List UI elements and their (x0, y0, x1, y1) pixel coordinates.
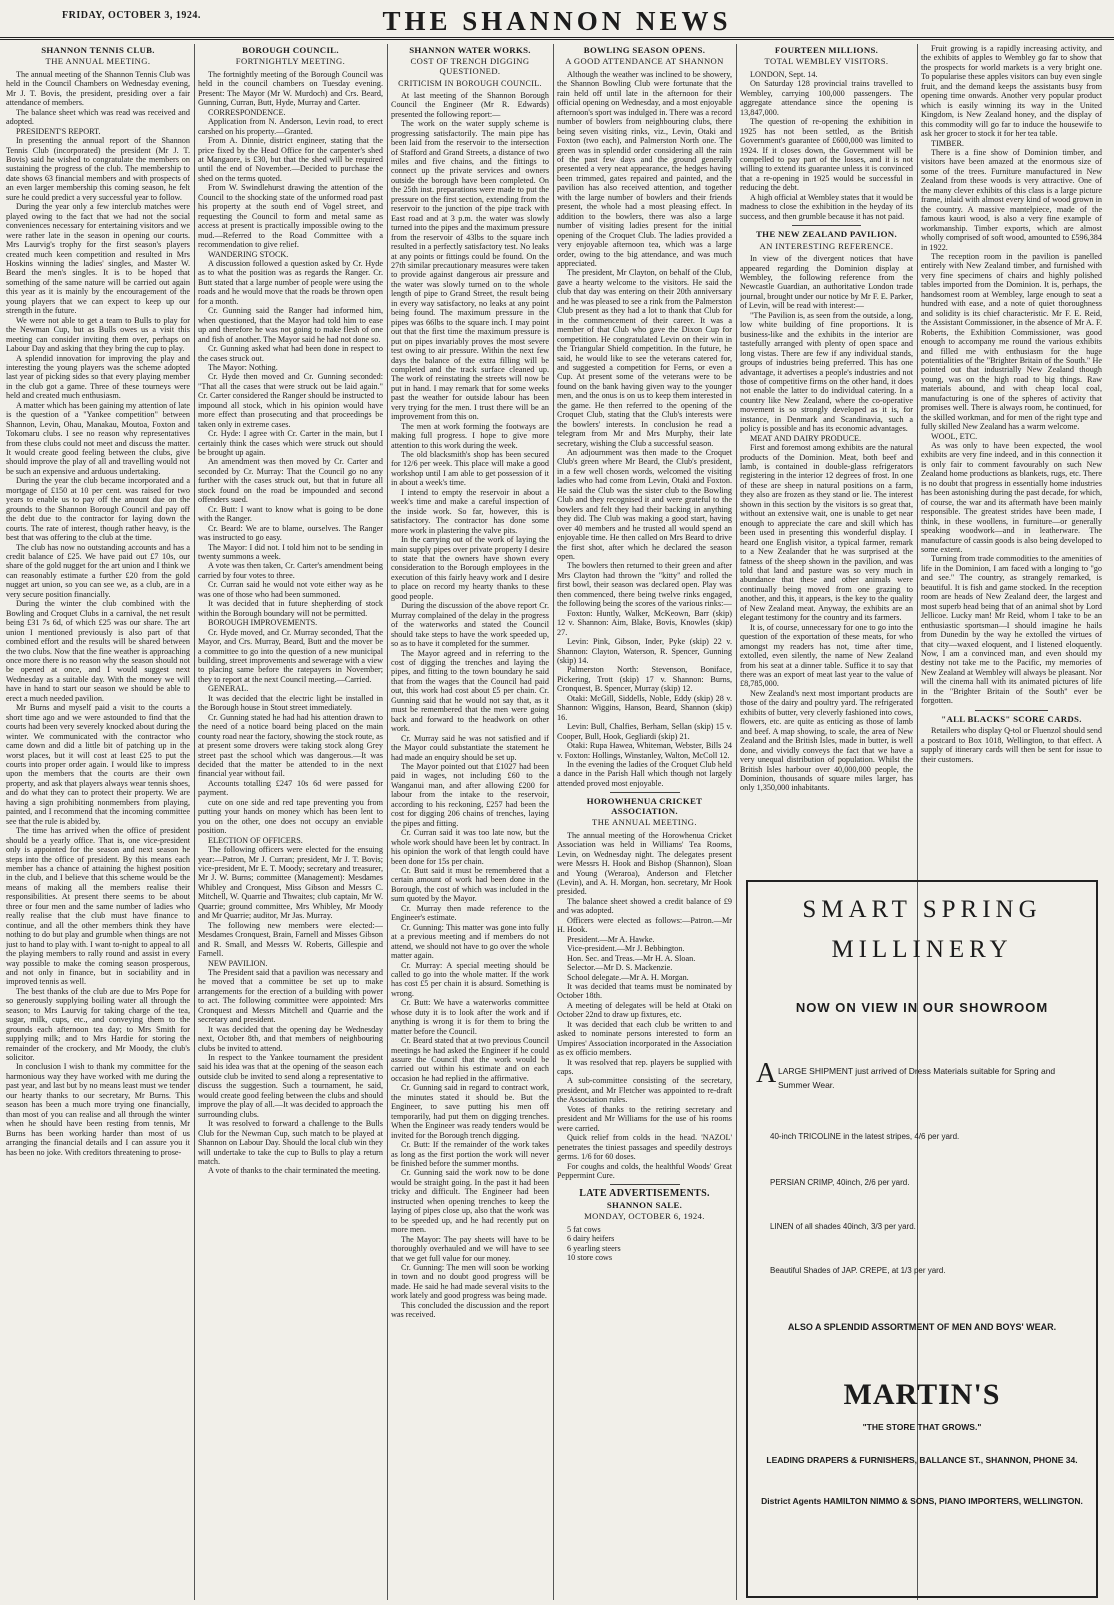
article-wembley (740, 44, 913, 878)
paragraph: Cr. Gunning: This matter was gone into fully at a previous meeting and if members do not attend, we should not have to go over the whole matter again. (391, 922, 549, 961)
paragraph: Cr. Butt: We have a waterworks committee whose duty it is to look after the work and if anything is wrong it is for them to bring the matter before the Council. (391, 998, 549, 1036)
headline: THE NEW ZEALAND PAVILION. (756, 229, 897, 240)
article-body (557, 831, 732, 1181)
paragraph: Although the weather was inclined to be showery, the Shannon Bowling Club were fortunate that the rain held off until late in the afternoon for their official opening on Wednesday, and a most enjoyable afternoon's sport was indulged in. There was a record number of bowlers from neighbouring clubs, there being seven visiting rinks, viz., Levin, Otaki and Foxton (two each), and Palmerston North one. The green was in splendid order considering all the rain of the past few days and the ground generally presented a very neat appearance, the hedges having been trimmed, gates repaired and painted, and the pavilion has also received attention, and together with the large number of bowlers and their friends present, the whole had a most pleasing effect. In addition to the bowlers, there was also a large number of visiting ladies present for the initial opening of the Croquet Club. The ladies provided a very enjoyable afternoon tea, which was a large order, owing to the big attendance, and was much appreciated. (557, 69, 732, 268)
paragraph: We were not able to get a team to Bulls to play for the Newman Cup, but as Bulls owes us a visit this meeting can consider inviting them over, perhaps on Labour Day and asking that they bring the cup to play. (6, 315, 190, 354)
paragraph: Cr. Beard: We are to blame, ourselves. The Ranger was instructed to go easy. (198, 523, 383, 543)
paragraph: I intend to empty the reservoir in about a week's time and make a careful inspection of the inside work. So far, however, this is satisfactory. The contractor has done some more work in plastering the valve pits. (391, 487, 549, 535)
paragraph: cute on one side and red tape preventing you from putting your hands on money which has been lent to you on the other, one does not occupy an enviable position. (198, 797, 383, 836)
paragraph: From W. Swindlehurst drawing the attention of the Council to the shocking state of the unformed road past his property at the south end of Vogel street, and requesting the Council to form and metal same as access at present is practically impossible owing to the mud.—Referred to the Road Committee with a recommendation to give relief. (198, 183, 383, 250)
paragraph: It was decided that the electric light be installed in the Borough house in Stout street immediately. (198, 693, 383, 713)
paragraph: During the discussion of the above report Cr. Murray complained of the delay in the progress of the waterworks and stated the Council should take steps to have the work speeded up, so as to have it completed for the summer. (391, 601, 549, 649)
paragraph: Hon. Sec. and Treas.—Mr H. A. Sloan. (567, 953, 696, 963)
paragraph: The bowlers then returned to their green and after Mrs Clayton had thrown the "kitty" and rolled the first bowl, their season was declared open. Play was then commenced, there being twelve rinks engaged, the following being the scores of the various rinks:— (557, 561, 732, 609)
paragraph: School delegate.—Mr A. H. Morgan. (567, 972, 689, 982)
paragraph: The Mayor: The pay sheets will have to be thoroughly overhauled and we will have to see that we get full value for our money. (391, 1234, 549, 1263)
paragraph: PRESIDENT'S REPORT. (16, 126, 101, 136)
headline: HOROWHENUA CRICKET ASSOCIATION. (586, 796, 703, 816)
paragraph: A sub-committee consisting of the secretary, president, and Mr Fletcher was appointed to re-draft the Association rules. (557, 1076, 732, 1105)
article-body (740, 254, 913, 793)
paragraph: It was resolved that rep. players be supplied with caps. (557, 1057, 732, 1077)
ad-now-on-view: NOW ON VIEW IN OUR SHOWROOM (795, 1000, 1049, 1015)
paragraph: The fortnightly meeting of the Borough Council was held in the council chambers on Tuesday evening. Present: The Mayor (Mr W. Murdoch) and Crs. Beard, Gunning, Curran, Butt, Hyde, Murray and Carter. (198, 69, 383, 108)
article-body (740, 70, 913, 221)
paragraph: In respect to the Yankee tournament the president said his idea was that at the opening of the season each outside club be invited to send along a representative to discuss the suggestion. Such a tournament, he said, would create good feeling between the clubs and should improve the play of all.—It was decided to approach the surrounding clubs. (198, 1053, 383, 1119)
paragraph: During the year the club became incorporated and a mortgage of £150 at 10 per cent. was raised for two years to enable us to pay off the amount due on the grounds to the Shannon Borough Council and pay off the debt due to the contractor for laying down the courts. The rate of interest, though rather heavy, is the best that was offering to the club at the time. (6, 476, 190, 543)
paragraph: Accounts totalling £247 10s 6d were passed for payment. (198, 778, 383, 798)
article-body (921, 44, 1102, 706)
paragraph: There is a fine show of Dominion timber, and visitors have been amazed at the enormous size of some of the trees. Furniture manufactured in New Zealand from these woods is very attractive. One of the many clever exhibits of this class is a large picture frame, inlaid with almost every kind of wood grown in the country. A massive mantelpiece, made of the famous kauri wood, is also a very fine example of workmanship. Timber exports, which are almost wholly comprised of soft wood, amounted to £596,384 in 1922. (921, 147, 1102, 252)
ad-item: 40-inch TRICOLINE in the latest stripes, 4/6 per yard. (770, 1132, 960, 1141)
paragraph: Application from N. Anderson, Levin road, to erect carshed on his property.—Granted. (198, 117, 383, 136)
subheadline: FORTNIGHTLY MEETING. (235, 56, 346, 67)
sale-heading: SHANNON SALE. (606, 1199, 683, 1210)
masthead (0, 0, 1114, 40)
ad-assortment: ALSO A SPLENDID ASSORTMENT OF MEN AND BOYS' WEAR. (787, 1322, 1057, 1332)
article-body (198, 70, 383, 1176)
paragraph: An adjournment was then made to the Croquet Club's green where Mr Beard, the Club's president, in a few well chosen words, welcomed the visiting ladies who had come from Levin, Otaki and Foxton. He said the Club was the sister club to the Bowling Club and they recognised it and were grateful to the bowlers and felt they had their backing in anything they did. The Club was making a good start, having over 40 members and he trusted all would spend an enjoyable time. He then called on Mrs Beard to drive the first shot, after which he declared the season open. (557, 448, 732, 562)
subheadline: THE ANNUAL MEETING. (45, 56, 151, 67)
ad-brand: MARTIN'S (843, 1378, 1001, 1411)
paragraph: BOROUGH IMPROVEMENTS. (208, 618, 318, 628)
paragraph: MEAT AND DAIRY PRODUCE. (750, 433, 861, 443)
paragraph: Cr. Butt: If the remainder of the work takes as long as the first portion the work will never be finished before the summer months. (391, 1140, 549, 1169)
article-body (557, 70, 732, 788)
paragraph: Cr. Hyde: I agree with Cr. Carter in the main, but I certainly think the cases which were struck out should be brought up again. (198, 429, 383, 458)
ad-shipment: LARGE SHIPMENT just arrived of Dress Materials suitable for Spring and Summer Wear. (778, 1066, 1056, 1090)
paragraph: A vote was then taken, Cr. Carter's amendment being carried by four votes to three. (198, 561, 383, 580)
paragraph: Cr. Gunning said the Ranger had informed him, when questioned, that the Mayor had told him to ease up and therefore he was not going to make flesh of one and fish of another. The Mayor said he had not done so. (198, 306, 383, 344)
paragraph: In view of the divergent notices that have appeared regarding the Dominion display at Wembley, the following reference from the Newcastle Guardian, an authoritative London trade journal, brought under our notice by Mr F. E. Parker, of Levin, will be read with interest:— (740, 254, 913, 311)
paragraph: Retailers who display Q-tol or Fluenzol should send a postcard to Box 1018, Wellington, to that effect. A supply of itinerary cards will then be sent for issue to their customers. (921, 726, 1102, 764)
divider (610, 1184, 680, 1185)
paragraph: New Zealand's next most important products are those of the dairy and poultry yard. The refrigerated exhibits of butter, very cleverly fashioned into cows, flowers, etc. are quite as enticing as those of lamb and beef. A map showing, to scale, the area of New Zealand and the British Isles, made in butter, is well done, and vividly conveys the fact that we have a very unequal distribution of population. Whilst the British Isles harbour over 40,000,000 people, the Dominion, thousands of square miles larger, has only 1,350,000 inhabitants. (740, 688, 913, 793)
article-borough-council (198, 44, 383, 1600)
paragraph: It was resolved to forward a challenge to the Bulls Club for the Newman Cup, such match to be played at Shannon on Labour Day. Should the local club win they will undertake to take the cup to Bulls to play a return match. (198, 1119, 383, 1167)
paragraph: NEW PAVILION. (208, 958, 268, 968)
paragraph: Cr. Curran said it was too late now, but the whole work should have been let by contract. In his opinion the work of that length could have been done for 15s per chain. (391, 828, 549, 866)
article-body (921, 726, 1102, 764)
paragraph: LONDON, Sept. 14. (750, 69, 818, 79)
paragraph: The balance sheet which was read was received and adopted. (6, 107, 190, 127)
paragraph: Cr. Gunning said in regard to contract work, the minutes stated it should be. But the Engineer, to save putting his men off temporarily, had put them on digging trenches. When the Engineer was ready tenders would be invited for the Borough trench digging. (391, 1083, 549, 1140)
paragraph: 6 yearling steers (567, 1243, 621, 1253)
article-water-works (391, 44, 549, 1600)
paragraph: During the winter the club combined with the Bowling and Croquet Clubs in a carnival, the net result being £31 7s 6d, of which £25 was our share. The art union I mentioned previously is also part of that combined effort and the results will be shared between the two clubs. Now that the fine weather is approaching once more there is no reason why the season should not be opened at once, and I would suggest next Wednesday as a suitable day. With the money we will have in hand to start our season we should be able to erect a much needed pavilion. (6, 599, 190, 703)
ad-item: Beautiful Shades of JAP. CREPE, at 1/3 per yard. (770, 1266, 946, 1275)
paragraph: Otaki: McGill, Siddells, Noble, Eddy (skip) 28 v. Shannon: Wiggins, Hanson, Beard, Shannon (skip) 16. (557, 693, 732, 722)
paragraph: The work on the water supply scheme is progressing satisfactorily. The main pipe has been laid from the reservoir to the intersection of Stafford and Grand Streets, a distance of two miles and five chains, and the fittings to connect up the private services and owners outside the borough have been completed. On the 25th inst. preparations were made to put the pressure on the first section, extending from the reservoir to the junction of the pipe track with East road and at 3 p.m. the water was slowly turned into the pipes and the maximum pressure from the reservoir of 43lbs to the square inch resulted in a perfectly satisfactory test. No leaks at any points or fittings could be found. On the 27th similar precautionary measures were taken to provide against dangerous air pressure and the water was slowly turned on to the whole length of pipe to Grand Street, the result being in every way satisfactory, no leaks at any point being found. The maximum pressure in the pipes was 66lbs to the square inch. I may point out that the first time the maximum pressure is put on pipes invariably proves the most severe test owing to air pressure. Within the next few days the balance of the extra filling will be completed and the track surface cleaned up. The work of reinstating the streets will now be put in hand. I may remark that for some weeks past the weather for outside labour has been very trying for the men. I trust there will be an improvement from this on. (391, 119, 549, 422)
paragraph: Quick relief from colds in the head. 'NAZOL' penetrates the tiniest passages and speedily destroys germs. 1/6 for 60 doses. (557, 1133, 732, 1162)
martins-advertisement (746, 880, 1098, 1598)
ad-dropcap: A (756, 1058, 777, 1089)
late-advertisements-heading: LATE ADVERTISEMENTS. (579, 1188, 710, 1200)
paragraph: The following officers were elected for the ensuing year:—Patron, Mr J. Curran; president, Mr J. T. Bovis; vice-president, Mr E. T. Moody; secretary and treasurer, Mr J. W. Burns; committee (Management): Mesdames Whibley and Cronquest, Miss Gibson and Messrs C. Mitchell, W. Quarrie and Thwaites; club captain, Mr W. Quarrie; ground committee, Mrs Whibley, Mr Moody and Mr Quarrie; auditor, Mr Jas. Murray. (198, 845, 383, 921)
paragraph: First and foremost among exhibits are the natural products of the Dominion. Meat, both beef and lamb, is contained in double-glass refrigerators registering in the interior 12 degrees of frost. In one of these are sheep in natural positions on a farm, they also are frozen as they stand or lie. The interest shown in this section by the visitors is so great that, without an extensive wait, one is unable to get near enough to appreciate the care and skill which has been used in presenting this wonderful display. I heard one English visitor, a typical farmer, remark to a New Zealander that he was surprised at the fatness of the sheep shown in the pavilion, and was told that land and pasture was so very much in abundance that these and other animals were continually being moved from one grazing to another, and this, it appears, is the key to the quality of New Zealand meat. Anyway, the exhibits are an elegant testimony for the country and its farmers. (740, 443, 913, 623)
sale-date: MONDAY, OCTOBER 6, 1924. (584, 1211, 705, 1222)
paragraph: A high official at Wembley states that it would be madness to close the exhibition in the heyday of its success, and then grumble because it has not paid. (740, 192, 913, 221)
paragraph: Officers were elected as follows:—Patron.—Mr H. Hook. (557, 915, 732, 935)
paragraph: The club has now no outstanding accounts and has a credit balance of £25. We have paid out £7 10s, our share of the gold nugget for the art union and I think we can reasonably estimate a further £20 from the gold nugget art union, so you can see we, as a club, are in a very secure position financially. (6, 542, 190, 599)
column-rule (553, 44, 554, 1600)
paragraph: An amendment was then moved by Cr. Carter and seconded by Cr. Murray: That the Council go no any further with the cases struck out, but that in future all stock found on the road be impounded and second offenders sued. (198, 457, 383, 505)
paragraph: At last meeting of the Shannon Borough Council the Engineer (Mr R. Edwards) presented the following report:— (391, 90, 549, 119)
paragraph: Cr. Butt said it must be remembered that a certain amount of work had been done in the Borough, the cost of which was included in the sum quoted by the Mayor. (391, 865, 549, 904)
paragraph: CORRESPONDENCE. (208, 107, 286, 117)
subheadline: TOTAL WEMBLEY VISITORS. (764, 56, 889, 67)
paragraph: As was only to have been expected, the wool exhibits are very fine indeed, and in this connection it is only fair to comment favourably on such New Zealand home productions as blankets, rugs, etc. There is no doubt that progress in essentially home industries has been astonishing during the past decade, for which, of course, the war and its aftermath have been mainly responsible. The greatest strides have been made, I think, in these woollens, in furniture—or generally speaking woodwork—and in leatherware. The manufacture of cassin goods is also being developed to some extent. (921, 441, 1102, 555)
paragraph: Otaki: Rupa Hawea, Whiteman, Webster, Bills 24 v. Foxton: Hollings, Winstanley, Walton, McColl 12. (557, 741, 732, 760)
paragraph: Cr. Murray said he was not satisfied and if the Mayor could substantiate the statement he had made an enquiry should be set up. (391, 733, 549, 762)
paragraph: The old blacksmith's shop has been secured for 12/6 per week. This place will make a good workshop until I am able to get possession of it in about a week's time. (391, 450, 549, 488)
paragraph: A matter which has been gaining my attention of late is the question of a "Yankee competition" between Shannon, Levin, Ohau, Manakau, Moutoa, Foxton and Tokomaru clubs. I see no reason why representatives from these clubs could not meet and discuss the matter. It would create good feeling between the clubs, give should improve the play of all and travelling would not be such an expensive and arduous undertaking. (6, 400, 190, 476)
paragraph: Mr Burns and myself paid a visit to the courts a short time ago and we were astounded to find that the courts had been very severely knocked about during the winter. We communicated with the contractor who came down and did a little bit of patching up in the worst places, but it will cost at least £25 to put the courts into proper order again. I would like to impress upon the members that the courts are their own property, and ask that players always wear tennis shoes, and do what they can to protect their property. We are having a sign prohibiting nonmembers from playing, painted, and I recommend that the incoming committee see that the rule is abided by. (6, 703, 190, 826)
ad-item: LINEN of all shades 40inch, 3/3 per yard. (770, 1222, 916, 1231)
paragraph: It was decided that teams must be nominated by October 18th. (557, 981, 732, 1001)
paragraph: The Mayor: Nothing. (208, 362, 278, 372)
paragraph: The reception room in the pavilion is panelled entirely with New Zealand timber, and furnished with very fine specimens of chairs and highly polished tables imported from the Dominion. It is, perhaps, the handsomest room at Wembley, large enough to seat a hundred with ease, and a note of quiet thoroughness and solidity is its chief characteristic. Mr F. E. Reid, the Assistant Commissioner, in the absence of Mr A. F. Roberts, the Exhibition Commissioner, was good enough to accompany me round the various exhibits and filled me with enthusiasm for the huge potentialities of the "Brighter Britain of the South." He pointed out that industrially New Zealand though young, was on the high road to big things. Raw materials abound, and with cheap local coal, manufacturing is one of the spheres of activity that promises well. There is always room, he continued, for the skilled workman, and for men of the right type and fully skilled New Zealand has a warm welcome. (921, 251, 1102, 432)
paragraph: A vote of thanks to the chair terminated the meeting. (208, 1166, 381, 1176)
ad-item: PERSIAN CRIMP, 40inch, 2/6 per yard. (770, 1178, 910, 1187)
headline: "ALL BLACKS" SCORE CARDS. (941, 713, 1082, 724)
article-bowling-season (557, 44, 732, 1600)
paragraph: For coughs and colds, the healthful Woods' Great Peppermint Cure. (557, 1161, 732, 1181)
paragraph: The best thanks of the club are due to Mrs Pope for so generously supplying boiling water all through the season; to Mrs Laurvig for taking charge of the tea, sugar, milk, cups, etc., and conveying them to the grounds each afternoon tea day; to Mrs Smith for supplying milk; and to Mrs Hardie for storing the remainder of the crockery, and Mr Moody, the club's solicitor. (6, 986, 190, 1063)
paragraph: 10 store cows (567, 1253, 613, 1263)
column-rule (736, 44, 737, 1600)
paragraph: A discussion followed a question asked by Cr. Hyde as to what the position was as regards the Ranger. Cr. Butt stated that a large number of people were using the roads and he would move that the roads be thrown open for a month. (198, 258, 383, 306)
ad-agents: District Agents HAMILTON NIMMO & SONS, PIANO IMPORTERS, WELLINGTON. (761, 1496, 1083, 1506)
paragraph: Cr. Murray then made reference to the Engineer's estimate. (391, 903, 549, 923)
paragraph: It is, of course, unnecessary for one to go into the question of the exportation of these meats, for who amongst my readers has not, time after time, extolled, even silently, the name of New Zealand from his seat at a dinner table. Suffice it to say that there was an export of meat last year to the value of £8,785,000. (740, 622, 913, 689)
paragraph: TIMBER. (931, 138, 964, 148)
paragraph: Selector.—Mr D. S. Mackenzie. (567, 963, 673, 973)
headline: SHANNON WATER WORKS. (409, 45, 531, 55)
paragraph: The Mayor agreed and in referring to the cost of digging the trenches and laying the pipes, and fitting to the town boundary he said that from the wages that the Council had paid out, this work had cost about £5 per chain. Cr. Gunning said that he would not say that, as it must be remembered that the men were going back and forward to the headwork on other work. (391, 648, 549, 734)
paragraph: "The Pavilion is, as seen from the outside, a long, low white building of fine proportions. It is business-like and the exhibits in the interior are tastefully arranged with plenty of open space and long vistas. There are few if any individual stands, groups of industries being preferred. This has one advantage, it advertises a people's industries and not those of competitive firms on the other hand, it does not enable the latter to do individual catering. In a country like New Zealand, where the co-operative movement is so strongly developed as it is, for instance, in Denmark and Scandinavia, such a policy is possible and has its economic advantages. (740, 310, 913, 434)
paragraph: Turning from trade commodities to the amenities of life in the Dominion, I am faced with a longing to "go and see." The country, as strangely remarked, is beautiful. It is fish and game stocked. In the reception room are heads of New Zealand deer, the largest and most superb head being that of an animal shot by Lord Jellicoe. Lucky man! Mr Reid, whom I take to be an enthusiastic sportsman—I should imagine he hails from Dunedin by the way he extolled the virtues of that city—waxed eloquent, and I listened eloquently. Now, I am a convinced man, and even should my destiny not take me to the Pacific, my memories of New Zealand at Wembley will always be pleasant. Nor will the cinema hall with its animated pictures of life in the "Brighter Britain of the South" ever be forgotten. (921, 554, 1102, 706)
subheadline: THE ANNUAL MEETING. (592, 817, 697, 828)
paragraph: WOOL, ETC. (931, 431, 978, 441)
divider (792, 225, 861, 226)
paragraph: WANDERING STOCK. (208, 249, 289, 259)
paragraph: The annual meeting of the Horowhenua Cricket Association was held in Williams' Tea Rooms, Levin, on Wednesday night. The delegates present were Messrs H. Hook and Bishop (Shannon), Sloan and Young (Weraroa), Anderson and Fletcher (Levin), and A. H. Morgan, hon. secretary, Mr Hook presided. (557, 830, 732, 897)
paragraph: In the carrying out of the work of laying the main supply pipes over private property I desire to state that the owners have shown every consideration to the Borough employees in the execution of this fairly heavy work and I desire to place on record my hearty thanks to these good people. (391, 535, 549, 601)
ad-title-line1: SMART SPRING (802, 896, 1042, 923)
paragraph: President.—Mr A. Hawke. (567, 934, 655, 944)
paragraph: The men at work forming the footways are making full progress. I hope to give more attention to this work during the week. (391, 421, 549, 450)
paragraph: ELECTION OF OFFICERS. (208, 835, 303, 845)
paragraph: In conclusion I wish to thank my committee for the harmonious way they have worked with me during the past year, and last but by no means least must we tender our hearty thanks to our secretary, Mr Burns. This season has been a much more trying one financially, than most of you can realise and all through the winter when he should have been resting from tennis, Mr Burns has been working harder than most of us arranging the financial details and I can assure you it has been no joke. With creditors threatening to prose- (6, 1062, 190, 1157)
paragraph: Cr. Hyde then moved and Cr. Gunning seconded: "That all the cases that were struck out be laid again." Cr. Carter considered the Ranger should be instructed to impound all stock, which in his opinion would have more effect than prosecuting and that proceedings be taken only in extreme cases. (198, 372, 383, 429)
paragraph: The Mayor: I did not. I told him not to be sending in twenty summons a week. (198, 542, 383, 562)
article-body (391, 91, 549, 1320)
paragraph: Vice-president.—Mr J. Bebbington. (567, 944, 685, 954)
paragraph: Foxton: Huntly, Walker, McKeown, Barr (skip) 12 v. Shannon: Aim, Blake, Bovis, Knowles (skip) 27. (557, 608, 732, 637)
ad-slogan: "THE STORE THAT GROWS." (862, 1422, 982, 1432)
paragraph: It was decided that the opening day be Wednesday next, October 8th, and that members of neighbouring clubs be invited to attend. (198, 1024, 383, 1053)
sale-items (557, 1225, 732, 1263)
paragraph: Cr. Gunning: The men will soon be working in town and no doubt good progress will be made. He said he had made several visits to the work lately and good progress was being made. (391, 1263, 549, 1301)
paragraph: During the year only a few interclub matches were played owing to the fact that we had not the social conveniences necessary for entertaining visitors and we were rather late in the season in opening our courts. Mrs Laurvig's trophy for the first season's players created much keen competition and resulted in Mrs Hoskins winning the ladies' singles, and Master W. Beard the men's singles. It is to be hoped that something of the same nature will be carried out again this year as it is mainly by the encouragement of the young players that we can expect to keep up our strength in the future. (6, 202, 190, 316)
paragraph: The balance sheet showed a credit balance of £9 and was adopted. (557, 896, 732, 916)
newspaper-title: THE SHANNON NEWS (382, 6, 732, 36)
paragraph: The following new members were elected:—Mesdames Cronquest, Brain, Farnell and Misses Gibson and R. Small, and Messrs W. Roberts, Gillespie and Farnell. (198, 920, 383, 959)
paragraph: In presenting the annual report of the Shannon Tennis Club (incorporated) the president (Mr J. T. Bovis) said he wished to congratulate the members on sustaining the progress of the club. The membership to date shows 63 financial members and with prospects of an even larger membership this coming season, he felt sure he could predict a very successful year to follow. (6, 136, 190, 202)
paragraph: Palmerston North: Stevenson, Boniface, Pickering, Trott (skip) 17 v. Shannon: Burns, Cronquest, B. Spencer, Murray (skip) 12. (557, 665, 732, 694)
paragraph: Levin: Pink, Gibson, Inder, Pyke (skip) 22 v. Shannon: Clayton, Waterson, R. Spencer, Gunning (skip) 14. (557, 637, 732, 665)
paragraph: Levin: Bull, Chalfies, Berham, Sellan (skip) 15 v. Cooper, Bull, Hook, Gegliardi (skip) 21. (557, 722, 732, 741)
paragraph: Cr. Gunning stated he had had his attention drawn to the need of a notice board being placed on the main county road near the factory, showing the stock route, as at present some drovers were taking stock along Grey street past the school which was dangerous.—It was decided that the matter be attended to in the next financial year without fail. (198, 712, 383, 779)
paragraph: The president, Mr Clayton, on behalf of the Club, gave a hearty welcome to the visitors. He said the club that day was entering on their 20th anniversary and he was pleased to see a rink from the Palmerston Club present as they had a lot to thank that Club for in the commencement of their career. It was a member of that Club who gave the Dixon Cup for competition. He congratulated Levin on their win in the Triangular Shield competition. In the future, he said, he would like to see the veterans catered for, and suggested a competition for Ferns, or even a Cup. At present some of the veterans were to be found on the bank having given way to the younger men, and the onus is on us to keep them interested in the game. He then referred to the opening of the Croquet Club, stating that the Club's interests were the bowlers' interests. In conclusion he read a telegram from Mr and Mrs Murphy, their late secretary, wishing the Club a successful season. (557, 268, 732, 448)
paragraph: The Mayor pointed out that £1027 had been paid in wages, not including £60 to the Wanganui man, and after allowing £200 for labour from the intake to the reservoir, according to his reckoning, £257 had been the cost for digging 206 chains of trenches, laying the pipes and fitting. (391, 761, 549, 828)
paragraph: A splendid innovation for improving the play and interesting the young players was the scheme adopted last year of picking sides so that every playing member in the club got a game. Three of these tourneys were held and created much enthusiasm. (6, 353, 190, 401)
paragraph: Fruit growing is a rapidly increasing activity, and the exhibits of apples to Wembley go far to show that the prospects for world markets is a very bright one. To popularise these apples visitors can buy even single fruit, and the demand keeps the assistants busy from opening time onwards. Another very popular product which is easily winning its way in the United Kingdom, is New Zealand honey, and the display of this commodity will go far to induce the housewife to ask her grocer to stock it for her tea table. (921, 44, 1102, 139)
ad-title-line2: MILLINERY (831, 936, 1013, 963)
paragraph: The question of re-opening the exhibition in 1925 has not been settled, as the British Government's guarantee of £600,000 was limited to 1924. If it closes down, the Government will be compelled to pay part of the losses, and it is not willing to extend its guarantee unless it is convinced that a re-opening in 1925 would be successful in reducing the debt. (740, 117, 913, 193)
paragraph: A meeting of delegates will be held at Otaki on October 22nd to draw up fixtures, etc. (557, 1000, 732, 1020)
paragraph: Cr. Gunning asked what had been done in respect to the cases struck out. (198, 344, 383, 363)
paragraph: This concluded the discussion and the report was received. (391, 1300, 549, 1320)
subheadline: COST OF TRENCH DIGGING QUESTIONED. (410, 56, 530, 76)
ad-address: LEADING DRAPERS & FURNISHERS, BALLANCE ST., SHANNON, PHONE 34. (766, 1455, 1078, 1465)
paragraph: 6 dairy heifers (567, 1234, 615, 1244)
paragraph: Cr. Murray: A special meeting should be called to go into the whole matter. If the work has cost £5 per chain it is absurd. Something is wrong. (391, 960, 549, 998)
headline: BOROUGH COUNCIL. (242, 45, 339, 55)
paragraph: Votes of thanks to the retiring secretary and president and Mr Williams for the use of his rooms were carried. (557, 1104, 732, 1133)
paragraph: Cr. Butt: I want to know what is going to be done with the Ranger. (198, 504, 383, 524)
headline: BOWLING SEASON OPENS. (583, 45, 706, 55)
paragraph: On Saturday 128 provincial trains travelled to Wembley, carrying 100,000 passengers. The aggregate attendance since the opening is 13,847,000. (740, 79, 913, 117)
subheadline: AN INTERESTING REFERENCE. (759, 240, 894, 251)
divider (610, 792, 680, 793)
column-rule (194, 44, 195, 1600)
paragraph: Cr. Gunning said the work now to be done would be straight going. In the past it had been tricky and difficult. The Engineer had been instructed when opening trenches to keep the laying of pipes close up, also that the work was to be speeded up, and he had recently put on more men. (391, 1168, 549, 1235)
paragraph: Cr. Beard stated that at two previous Council meetings he had asked the Engineer if he could assure the Council that the work would be carried out within his estimate and on each occasion he had replied in the affirmative. (391, 1036, 549, 1083)
column-rule (387, 44, 388, 1600)
divider (975, 710, 1047, 711)
headline: SHANNON TENNIS CLUB. (41, 45, 155, 55)
paragraph: GENERAL. (208, 684, 249, 694)
subheadline: CRITICISM IN BOROUGH COUNCIL. (398, 79, 542, 89)
headline: FOURTEEN MILLIONS. (774, 45, 879, 55)
article-body (6, 70, 190, 1157)
subheadline: A GOOD ATTENDANCE AT SHANNON (565, 56, 724, 67)
paragraph: Cr. Hyde moved, and Cr. Murray seconded, That the Mayor, and Crs. Murray, Beard, Butt and the mover be a committee to go into the question of a new municipal building, street improvements and sewerage with a view to placing same before the ratepayers in November; they to report at the next Council meeting.—Carried. (198, 627, 383, 684)
paragraph: 5 fat cows (567, 1224, 601, 1234)
article-tennis-club (6, 44, 190, 1600)
paragraph: The annual meeting of the Shannon Tennis Club was held in the Council Chambers on Wednesday evening, Mr J. T. Bovis, the president, presiding over a fair attendance of members. (6, 69, 190, 108)
dateline: FRIDAY, OCTOBER 3, 1924. (62, 10, 201, 21)
paragraph: From A. Dinnie, district engineer, stating that the price fixed by the Head Office for the carpenter's shed at Mangaore, is £30, but that the shed will be required until the end of November.—Decided to purchase the shed on the terms quoted. (198, 136, 383, 183)
paragraph: Cr. Curran said he would not vote either way as he was one of those who had been summoned. (198, 580, 383, 599)
paragraph: The time has arrived when the office of president should be a yearly office. That is, one vice-president only is appointed for the season and next season he steps into the office of president. By this means each member has a chance of attaining the highest position in the club, and I believe that this scheme would be the means of making all the members realise their responsibilities. At present there seems to be about three or four men and the same number of ladies who really realise that the club must have finance to continue, and all the other members think they have nothing to do but play and grumble when things are not just to hand to play with. I want to-night to appeal to all the playing members to rally round and assist in every way possible to make the coming season prosperous, and not only in finance, but in sociability and in improved tennis as well. (6, 826, 190, 987)
paragraph: It was decided that each club be written to and asked to nominate persons interested to form an Umpires' Association incorporated in the Association as ex officio members. (557, 1019, 732, 1058)
paragraph: In the evening the ladies of the Croquet Club held a dance in the Parish Hall which though not largely attended proved most enjoyable. (557, 759, 732, 788)
paragraph: The President said that a pavilion was necessary and he moved that a committee be set up to make arrangements for the erection of a building with power to act. The following committee were appointed: Mrs Cronquest and Messrs Mitchell and Quarrie and the secretary and president. (198, 967, 383, 1025)
paragraph: It was decided that in future shepherding of stock within the Borough boundary will not be permitted. (198, 599, 383, 618)
article-nz-pavilion-continued (921, 44, 1102, 878)
